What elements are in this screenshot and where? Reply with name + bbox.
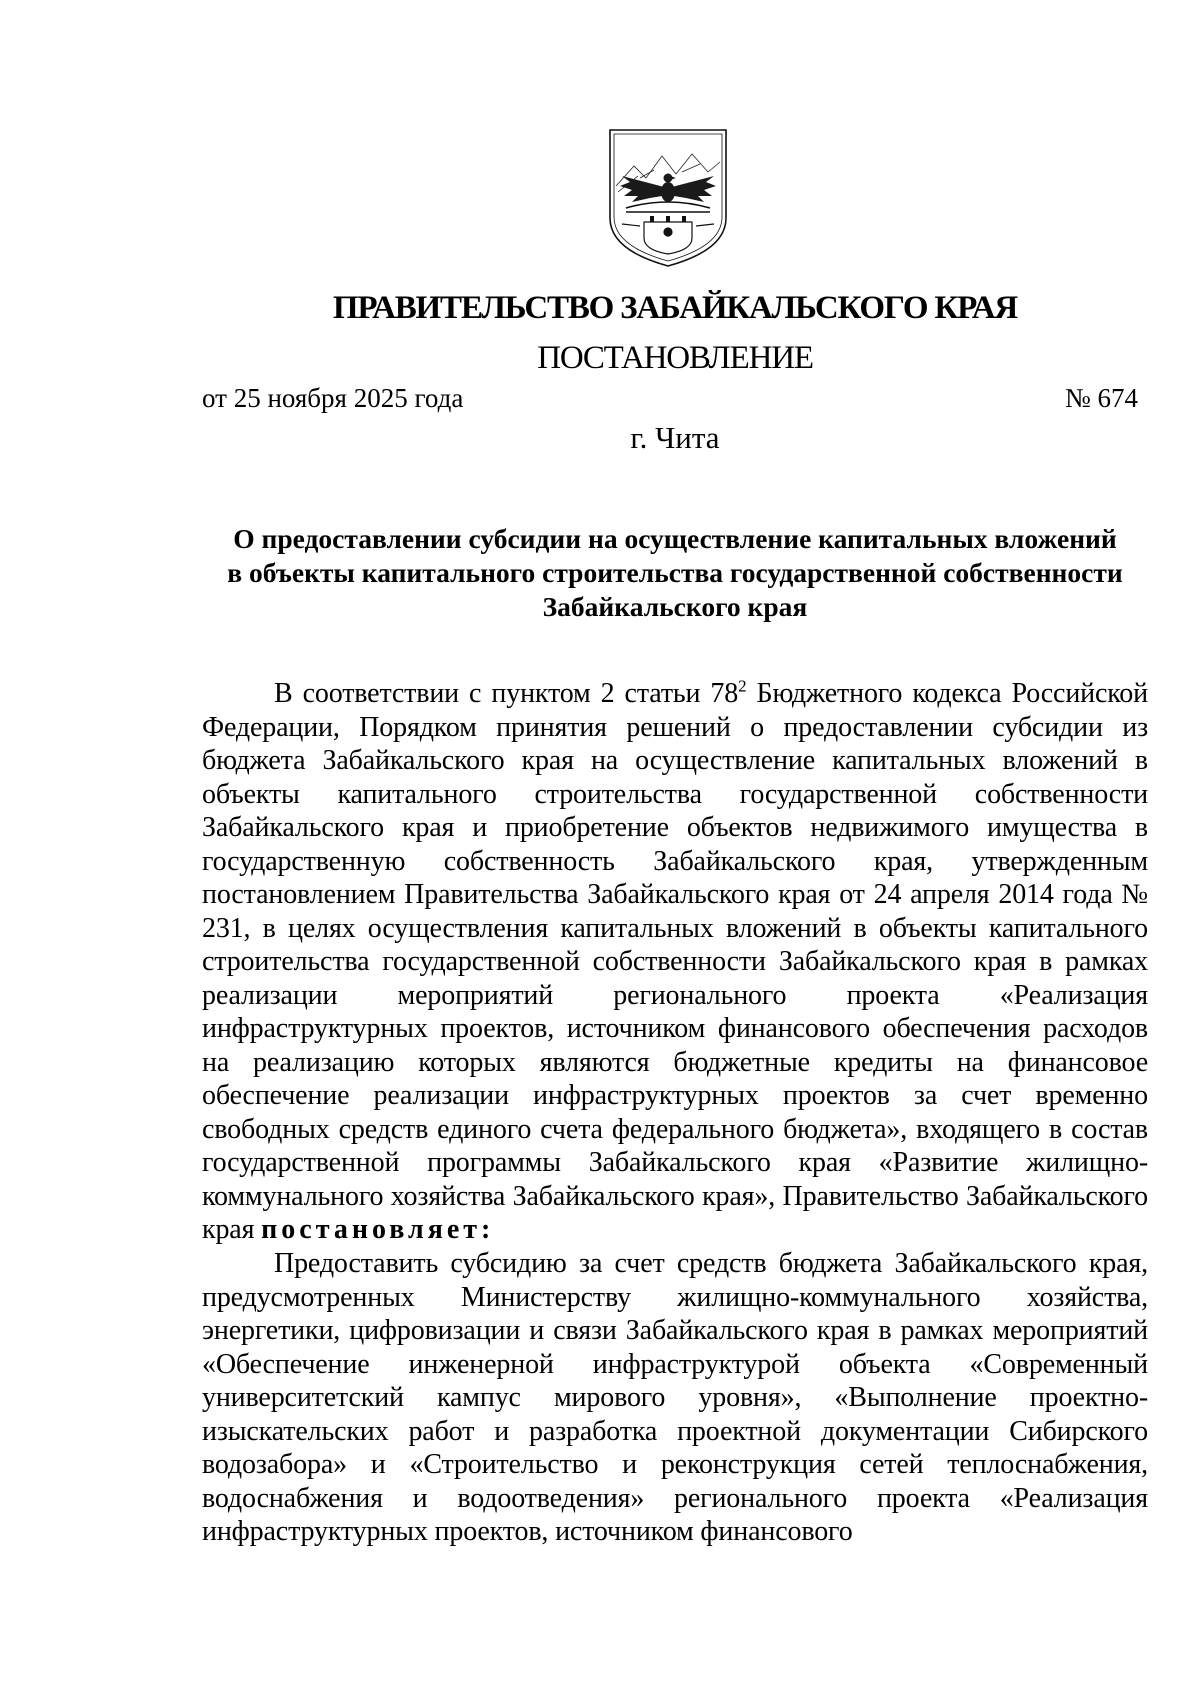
document-date: от 25 ноября 2025 года [202,383,464,413]
coat-of-arms-icon [604,126,732,270]
body-paragraph-1 [202,677,1148,1247]
resolves-word: постановляет: [261,1214,495,1245]
document-title [200,522,1150,624]
body-paragraph-2: Предоставить субсидию за счет средств бюджета Забайкальского края, предусмотренных Министерству жилищно-коммунального хозяйства, энергетики, цифровизации и связи Забайкальского края в рамках мероприятий «Обеспечение инженерной инфраструктурой объекта «Современный университетский кампус мирового уровня», «Выполнение проектно-изыскательских работ и разработка проектной документации Сибирского водозабора» и «Строительство и реконструкция сетей теплоснабжения, водоснабжения и водоотведения» регионального проекта «Реализация инфраструктурных проектов, источником финансового [202,1248,1148,1547]
document-number: № 674 [1064,383,1138,413]
p1-intro: В соответствии с пунктом 2 статьи 78 [274,678,739,709]
title-line-1: О предоставлении субсидии на осуществление капитальных вложений [233,523,1117,554]
document-city: г. Чита [630,420,720,455]
title-line-3: Забайкальского края [542,591,808,622]
title-line-2: в объекты капитального строительства государственной собственности [227,557,1123,588]
government-name: ПРАВИТЕЛЬСТВО ЗАБАЙКАЛЬСКОГО КРАЯ [332,290,1018,326]
p1-text: Бюджетного кодекса Российской Федерации, Порядком принятия решений о предоставлении субсидии из бюджета Забайкальского края на осуществление капитальных вложений в объекты капитального строительства государственной собственности Забайкальского края и приобретение объектов недвижимого имущества в государственную собственность Забайкальского края, утвержденным постановлением Правительства Забайкальского края от 24 апреля 2014 года № 231, в целях осуществления капитальных вложений в объекты капитального строительства государственной собственности Забайкальского края в рамках реализации мероприятий регионального проекта «Реализация инфраструктурных проектов, источником финансового обеспечения расходов на реализацию которых являются бюджетные кредиты на финансовое обеспечение реализации инфраструктурных проектов за счет временно свободных средств единого счета федерального бюджета», входящего в состав государственной программы Забайкальского края «Развитие жилищно-коммунального хозяйства Забайкальского края», Правительство Забайкальского края [202,678,1148,1245]
p1-superscript: 2 [738,676,747,696]
document-type: ПОСТАНОВЛЕНИЕ [537,340,813,376]
